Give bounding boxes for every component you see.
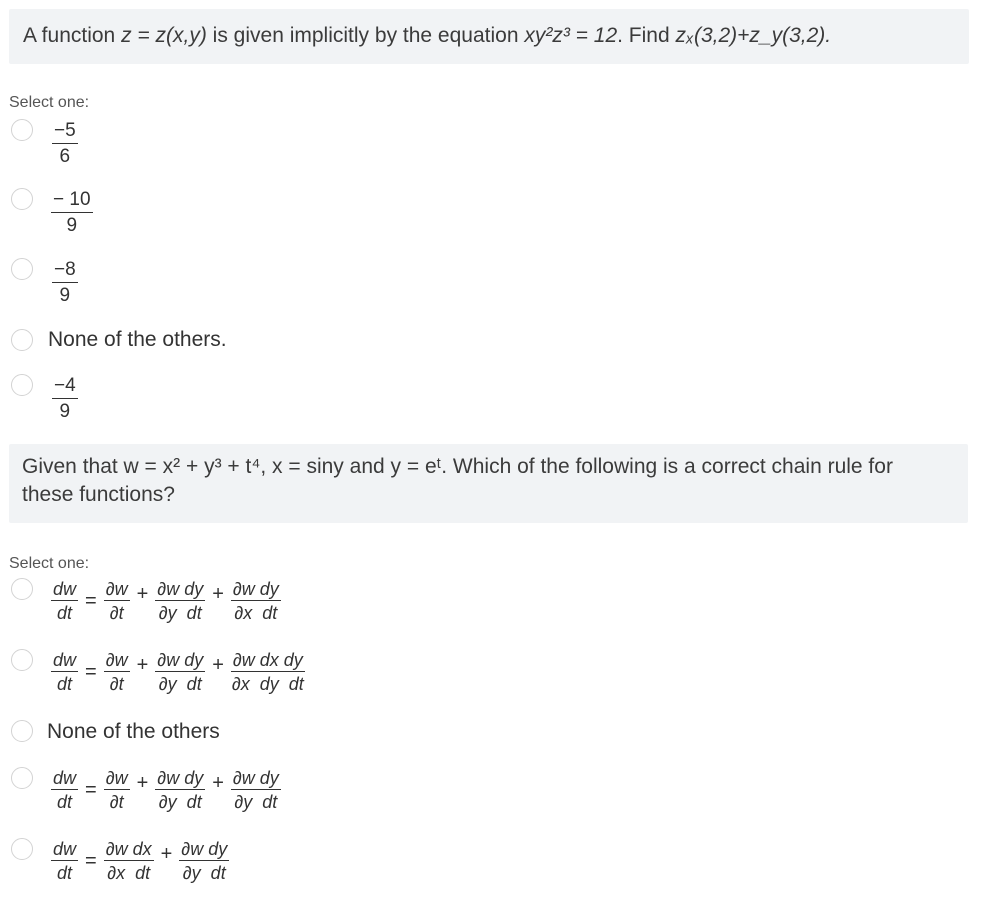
fraction-numerator: ∂w <box>105 650 128 670</box>
q1-function: z = z(x,y) <box>121 24 207 47</box>
q2-option-2-radio[interactable] <box>11 649 33 671</box>
question-2-text <box>9 444 968 523</box>
question-1-text <box>9 9 969 64</box>
fraction-denominator: ∂t <box>109 792 124 812</box>
q2-option-5-equation[interactable] <box>48 838 232 885</box>
q1-option-5-radio[interactable] <box>11 374 33 396</box>
q1-option-4-label[interactable]: None of the others. <box>48 328 227 351</box>
fraction-denominator: ∂y dt <box>158 792 202 812</box>
q1-option-5-numerator: −4 <box>52 375 78 399</box>
q1-option-4-radio[interactable] <box>11 329 33 351</box>
q2-select-label: Select one: <box>9 555 90 572</box>
plus-sign: + <box>136 772 149 794</box>
fraction-denominator: dt <box>57 863 73 883</box>
fraction-denominator: ∂x dy dt <box>231 674 304 694</box>
fraction-numerator: ∂w dy <box>232 768 279 788</box>
q1-option-2-radio[interactable] <box>11 188 33 210</box>
q1-option-3-radio[interactable] <box>11 258 33 280</box>
q2-text-line-1: Given that w = x² + y³ + t⁴, x = siny and y = eᵗ. Which of the following is a correct chain rule for <box>22 455 893 478</box>
fraction-numerator: ∂w <box>105 579 128 599</box>
equation-fraction <box>51 838 78 885</box>
q2-option-2-equation[interactable] <box>48 649 308 696</box>
fraction-numerator: ∂w dy <box>181 839 228 859</box>
q2-option-4-equation[interactable] <box>48 767 284 814</box>
q1-option-3-denominator: 9 <box>59 285 71 306</box>
q2-option-1-equation[interactable] <box>48 578 284 625</box>
fraction-denominator: ∂x dt <box>234 603 278 623</box>
fraction-denominator: dt <box>57 603 73 623</box>
fraction-denominator: ∂t <box>109 674 124 694</box>
plus-sign: + <box>160 843 173 865</box>
equation-fraction <box>104 649 130 696</box>
fraction-denominator: dt <box>57 792 73 812</box>
q1-option-2-numerator: − 10 <box>51 189 93 213</box>
plus-sign: + <box>136 583 149 605</box>
q1-text-middle: is given implicitly by the equation <box>206 24 525 47</box>
q1-option-5-fraction[interactable] <box>52 375 78 424</box>
q2-text-line-2: these functions? <box>22 483 175 506</box>
q2-option-5-radio[interactable] <box>11 838 33 860</box>
fraction-denominator: ∂x dt <box>107 863 151 883</box>
equals-sign: = <box>85 590 97 612</box>
fraction-denominator: ∂y dt <box>158 603 202 623</box>
q1-text-prefix: A function <box>23 24 122 47</box>
equation-fraction <box>155 578 205 625</box>
q1-option-1-fraction[interactable] <box>52 120 78 169</box>
q1-option-1-denominator: 6 <box>59 146 71 167</box>
equation-fraction <box>104 767 130 814</box>
equals-sign: = <box>85 661 97 683</box>
q1-equation: xy²z³ = 12 <box>524 24 618 47</box>
q1-option-3-numerator: −8 <box>52 259 78 283</box>
fraction-denominator: dt <box>57 674 73 694</box>
fraction-denominator: ∂y dt <box>182 863 226 883</box>
equation-fraction <box>155 767 205 814</box>
fraction-numerator: ∂w dy <box>157 579 204 599</box>
plus-sign: + <box>212 654 224 676</box>
equation-fraction <box>179 838 229 885</box>
q1-option-3-fraction[interactable] <box>52 259 78 308</box>
fraction-denominator: ∂y dt <box>158 674 202 694</box>
q2-option-3-radio[interactable] <box>11 720 33 742</box>
equation-fraction <box>104 578 130 625</box>
equation-fraction <box>231 767 281 814</box>
q1-option-5-denominator: 9 <box>59 401 71 422</box>
plus-sign: + <box>212 772 224 794</box>
equation-fraction <box>155 649 205 696</box>
fraction-numerator: dw <box>53 579 77 599</box>
q1-select-label: Select one: <box>9 94 90 111</box>
fraction-denominator: ∂y dt <box>234 792 278 812</box>
q1-option-1-numerator: −5 <box>52 120 78 144</box>
fraction-numerator: dw <box>53 839 77 859</box>
equation-fraction <box>231 578 281 625</box>
q2-option-1-radio[interactable] <box>11 578 33 600</box>
equation-fraction <box>51 578 78 625</box>
fraction-numerator: ∂w dx <box>105 839 152 859</box>
plus-sign: + <box>212 583 224 605</box>
fraction-numerator: ∂w dx dy <box>232 650 303 670</box>
fraction-numerator: ∂w <box>105 768 128 788</box>
equals-sign: = <box>85 779 97 801</box>
equals-sign: = <box>85 850 97 872</box>
equation-fraction <box>51 649 78 696</box>
q1-target: zₓ(3,2)+z_y(3,2). <box>675 24 832 47</box>
fraction-numerator: ∂w dy <box>157 650 204 670</box>
equation-fraction <box>51 767 78 814</box>
equation-fraction <box>231 649 305 696</box>
q1-option-2-fraction[interactable] <box>51 189 93 238</box>
q2-option-4-radio[interactable] <box>11 767 33 789</box>
plus-sign: + <box>136 654 149 676</box>
fraction-denominator: ∂t <box>109 603 124 623</box>
equation-fraction <box>104 838 154 885</box>
q1-option-1-radio[interactable] <box>11 119 33 141</box>
q1-text-find: . Find <box>617 24 676 47</box>
fraction-numerator: dw <box>53 768 77 788</box>
q1-option-2-denominator: 9 <box>66 215 78 236</box>
fraction-numerator: ∂w dy <box>232 579 279 599</box>
fraction-numerator: ∂w dy <box>157 768 204 788</box>
fraction-numerator: dw <box>53 650 77 670</box>
q2-option-3-label[interactable]: None of the others <box>47 720 220 743</box>
